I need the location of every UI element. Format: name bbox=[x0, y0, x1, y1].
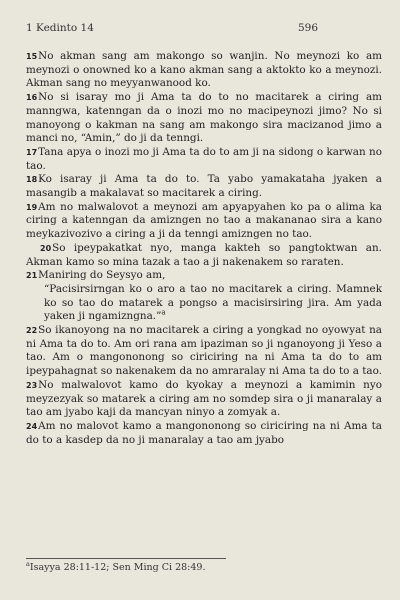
footnote-marker: a bbox=[26, 559, 30, 568]
verse-24 bbox=[26, 420, 382, 447]
verse-number: 17 bbox=[26, 147, 38, 157]
chapter-reference: 1 Kedinto 14 bbox=[26, 22, 94, 34]
verse-number: 15 bbox=[26, 52, 38, 61]
footnote-divider bbox=[26, 558, 226, 559]
verse-19 bbox=[26, 201, 382, 242]
page-number: 596 bbox=[297, 22, 318, 34]
verse-number: 21 bbox=[26, 271, 38, 281]
footnote-marker[interactable]: a bbox=[161, 308, 166, 317]
verse-16 bbox=[26, 91, 382, 146]
verse-number: 19 bbox=[26, 202, 38, 212]
verse-23 bbox=[26, 379, 382, 420]
verse-18 bbox=[26, 173, 382, 200]
verse-text: Tana apya o inozi mo ji Ama ta do to am ji na sidong o karwan no tao. bbox=[26, 145, 382, 172]
verse-number: 23 bbox=[26, 380, 38, 390]
verse-text: Maniring do Seysyo am, bbox=[38, 269, 166, 282]
verse-text: No malwalovot kamo do kyokay a meynozi a kamimin nyo meyzezyak so matarek a ciring am no somdep sira o ji manaralay a tao am jyabo kaji da mancyan ninyo a zomyak a. bbox=[26, 378, 382, 419]
page-header bbox=[26, 22, 382, 44]
verse-text: So ikanoyong na no macitarek a ciring a yongkad no oyowyat na ni Ama ta do to. Am ori rana am ipaziman so ji nganoyong ji Yeso a tao. Am o mangononong so ciriciring na ni Ama ta do to am ipeypahagnat so nakenakem da no amraralay ni Ama ta do to a tao. bbox=[26, 324, 382, 378]
verse-number: 16 bbox=[26, 93, 38, 103]
verse-text: No si isaray mo ji Ama ta do to no macitarek a ciring am manngwa, katenngan da o inozi mo no macipeynozi jimo? No si manoyong o kakman na sang am makongo sira macizanod jimo a manci no, “Amin,” do ji da tenngi. bbox=[26, 91, 382, 145]
verse-20 bbox=[26, 242, 382, 269]
footnote-text: Isayya 28:11-12; Sen Ming Ci 28:49. bbox=[29, 562, 206, 573]
verse-text: Ko isaray ji Ama ta do to. Ta yabo yamakataha jyaken a masangib a makalavat so macitarek a ciring. bbox=[26, 173, 382, 200]
verse-number: 18 bbox=[26, 175, 38, 185]
quotation-text: “Pacisirsirngan ko o aro a tao no macitarek a ciring. Mamnek ko so tao do matarek a pongso a macisirsiring jira. Am yada yaken ji ngamizngna.” bbox=[44, 282, 382, 323]
verse-text: Am no malovot kamo a mangononong so ciriciring na ni Ama ta do to a kasdep da no ji manaralay a tao am jyabo bbox=[26, 419, 382, 446]
scripture-text bbox=[26, 50, 382, 447]
verse-17 bbox=[26, 146, 382, 173]
verse-21 bbox=[26, 269, 382, 283]
verse-22 bbox=[26, 324, 382, 379]
verse-text: No akman sang am makongo so wanjin. No meynozi ko am meynozi o onowned ko a kano akman sang a aktokto ko a meynozi. Akman sang no meyyanwanood ko. bbox=[26, 50, 382, 90]
verse-text: Am no malwalovot a meynozi am apyapyahen ko pa o alima ka ciring a katenngan da amizngen no tao a makananao sira a kano meykazivozivo a ciring a ji da tenngi amizngen no tao. bbox=[26, 200, 382, 241]
verse-text: So ipeypakatkat nyo, manga kakteh so pangtoktwan an. Akman kamo so mina tazak a tao a ji nakenakem so raraten. bbox=[26, 241, 382, 268]
verse-number: 20 bbox=[40, 243, 52, 253]
verse-21-quote bbox=[44, 283, 382, 324]
verse-number: 24 bbox=[26, 421, 38, 431]
footnote bbox=[26, 559, 206, 573]
verse-number: 22 bbox=[26, 326, 38, 336]
verse-15 bbox=[26, 50, 382, 91]
